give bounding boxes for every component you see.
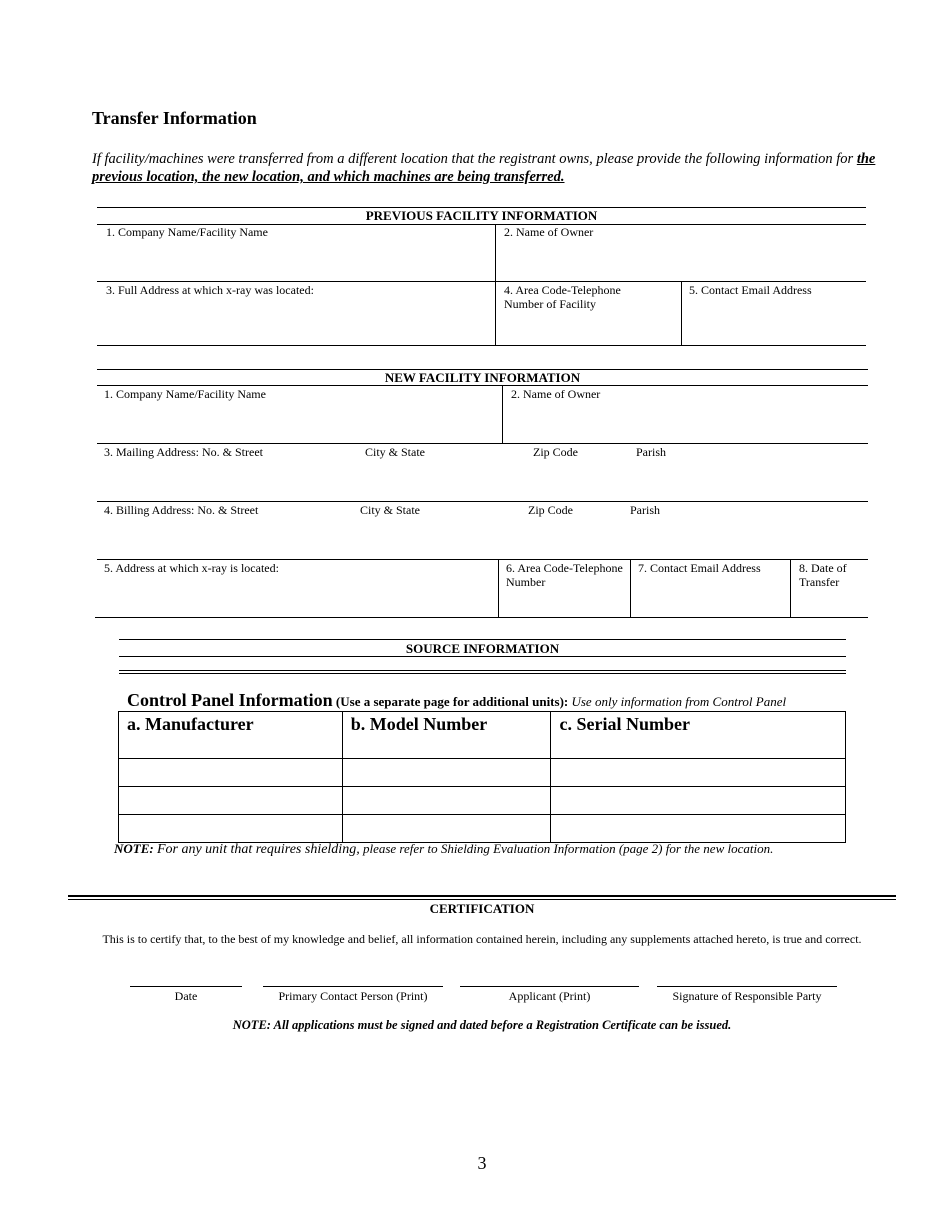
page-number: 3 [477, 1153, 487, 1173]
mailing-city-state-field[interactable]: City & State [365, 445, 425, 459]
divider [681, 281, 682, 345]
model-number-cell[interactable] [342, 759, 551, 787]
responsible-party-signature-line[interactable] [657, 986, 837, 987]
divider [498, 559, 499, 617]
serial-number-cell[interactable] [551, 787, 846, 815]
mailing-street-field[interactable]: 3. Mailing Address: No. & Street [104, 445, 263, 459]
manufacturer-cell[interactable] [119, 787, 343, 815]
divider [95, 617, 868, 618]
divider [68, 899, 896, 900]
table-row [119, 815, 846, 843]
manufacturer-cell[interactable] [119, 815, 343, 843]
billing-parish-field[interactable]: Parish [630, 503, 660, 517]
divider [790, 559, 791, 617]
new-owner-name-field[interactable]: 2. Name of Owner [511, 387, 601, 401]
applicant-label: Applicant (Print) [508, 989, 591, 1003]
model-number-cell[interactable] [342, 815, 551, 843]
divider [68, 895, 896, 897]
model-number-cell[interactable] [342, 787, 551, 815]
certification-heading: CERTIFICATION [429, 901, 535, 916]
primary-contact-label: Primary Contact Person (Print) [278, 989, 428, 1003]
billing-street-field[interactable]: 4. Billing Address: No. & Street [104, 503, 259, 517]
note-label: NOTE: [114, 841, 154, 856]
divider [97, 281, 866, 282]
manufacturer-column-header: a. Manufacturer [119, 712, 343, 759]
billing-zip-field[interactable]: Zip Code [528, 503, 573, 517]
prev-owner-name-field[interactable]: 2. Name of Owner [504, 225, 594, 239]
divider [119, 670, 846, 671]
certification-statement: This is to certify that, to the best of my knowledge and belief, all information contained herein, including any supplements attached hereto, is true and correct. [102, 932, 862, 946]
prev-company-name-field[interactable]: 1. Company Name/Facility Name [106, 225, 268, 239]
table-row [119, 759, 846, 787]
prev-telephone-field[interactable]: 4. Area Code-Telephone Number of Facility [504, 283, 621, 311]
manufacturer-cell[interactable] [119, 759, 343, 787]
divider [97, 385, 868, 386]
control-panel-hint: Use only information from Control Panel [571, 694, 787, 709]
intro-paragraph [92, 150, 892, 186]
divider [502, 385, 503, 443]
primary-contact-signature-line[interactable] [263, 986, 443, 987]
mailing-zip-field[interactable]: Zip Code [533, 445, 578, 459]
source-heading: SOURCE INFORMATION [405, 641, 560, 656]
prev-full-address-field[interactable]: 3. Full Address at which x-ray was located: [106, 283, 314, 297]
xray-address-field[interactable]: 5. Address at which x-ray is located: [104, 561, 279, 575]
new-email-field[interactable]: 7. Contact Email Address [638, 561, 761, 575]
divider [97, 559, 868, 560]
model-number-column-header: b. Model Number [342, 712, 551, 759]
note-rest: please refer to Shielding Evaluation Information (page 2) for the new location. [362, 841, 774, 856]
date-label: Date [174, 989, 198, 1003]
intro-emphasis: the previous location, the new location, and which machines are being transferred. [92, 151, 876, 185]
page-title: Transfer Information [92, 108, 257, 128]
serial-number-cell[interactable] [551, 815, 846, 843]
new-facility-heading: NEW FACILITY INFORMATION [384, 370, 581, 385]
new-telephone-field[interactable]: 6. Area Code-Telephone Number [506, 561, 623, 589]
intro-lead: If facility/machines were transferred from a different location that the registrant owns, please provide the following information for [92, 151, 857, 167]
divider [119, 673, 846, 674]
divider [630, 559, 631, 617]
divider [119, 639, 846, 640]
control-panel-table [118, 711, 846, 843]
divider [97, 443, 868, 444]
billing-city-state-field[interactable]: City & State [360, 503, 420, 517]
table-row [119, 787, 846, 815]
shielding-note [114, 841, 773, 858]
previous-facility-heading: PREVIOUS FACILITY INFORMATION [365, 208, 598, 223]
serial-number-cell[interactable] [551, 759, 846, 787]
divider [97, 345, 866, 346]
applicant-signature-line[interactable] [460, 986, 639, 987]
control-panel-instruction: (Use a separate page for additional units): [335, 694, 569, 709]
new-company-name-field[interactable]: 1. Company Name/Facility Name [104, 387, 266, 401]
control-panel-title: Control Panel Information [127, 690, 333, 710]
serial-number-column-header: c. Serial Number [551, 712, 846, 759]
responsible-party-label: Signature of Responsible Party [672, 989, 822, 1003]
prev-email-field[interactable]: 5. Contact Email Address [689, 283, 812, 297]
control-panel-title-row [127, 690, 786, 711]
mailing-parish-field[interactable]: Parish [636, 445, 666, 459]
signing-note: NOTE: All applications must be signed and dated before a Registration Certificate can be issued. [232, 1018, 732, 1032]
divider [119, 656, 846, 657]
date-signature-line[interactable] [130, 986, 242, 987]
divider [97, 501, 868, 502]
transfer-date-field[interactable]: 8. Date of Transfer [799, 561, 847, 589]
divider [495, 224, 496, 345]
note-lead: For any unit that requires shielding, [156, 842, 360, 857]
